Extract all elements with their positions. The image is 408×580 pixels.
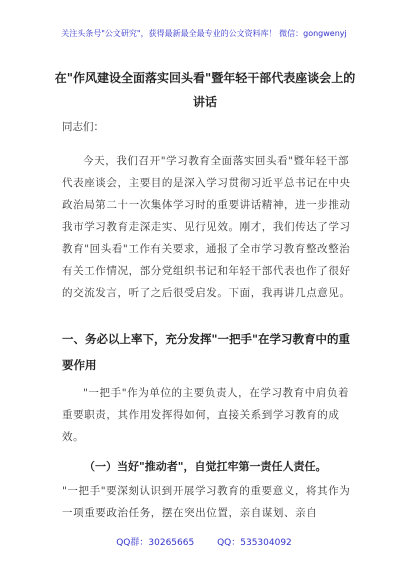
header-notice: 关注头条号"公文研究"，获得最新最全最专业的公文资料库！ 微信：gongwenyj (61, 29, 347, 38)
footer-qq-number: QQ：535304092 (217, 538, 292, 548)
paragraph-1: 今天，我们召开"学习教育全面落实回头看"暨年轻干部代表座谈会，主要目的是深入学习贯彻习近平总书记在中央政治局第二十一次集体学习时的重要讲话精神，进一步推动我市学习教育走深走实、见行见效。刚才，我们传达了学习教育"回头看"工作有关要求，通报了全市学习教育整改整治有关工作情况，部分党组织书记和年轻干部代表也作了很好的交流发言，听了之后很受启发。下面，我再讲几点意见。 (62, 155, 351, 299)
subsection-heading-1: （一）当好"推动者"，自觉扛牢第一责任人责任。 (84, 460, 327, 473)
footer-contact (0, 535, 408, 548)
footer-qq-group: QQ群：30265665 (116, 538, 195, 548)
greeting: 同志们： (62, 121, 104, 133)
paragraph-3: "一把手"要深刻认识到开展学习教育的重要意义，将其作为一项重要政治任务，摆在突出位置，亲自谋划、亲自 (62, 485, 351, 519)
paragraph-2: "一把手"作为单位的主要负责人，在学习教育中肩负着重要职责，其作用发挥得如何，直接关系到学习教育的成效。 (62, 387, 350, 443)
section-heading-1: 一、务必以上率下，充分发挥"一把手"在学习教育中的重要作用 (62, 332, 350, 372)
document-title: 在"作风建设全面落实回头看"暨年轻干部代表座谈会上的讲话 (54, 71, 356, 109)
